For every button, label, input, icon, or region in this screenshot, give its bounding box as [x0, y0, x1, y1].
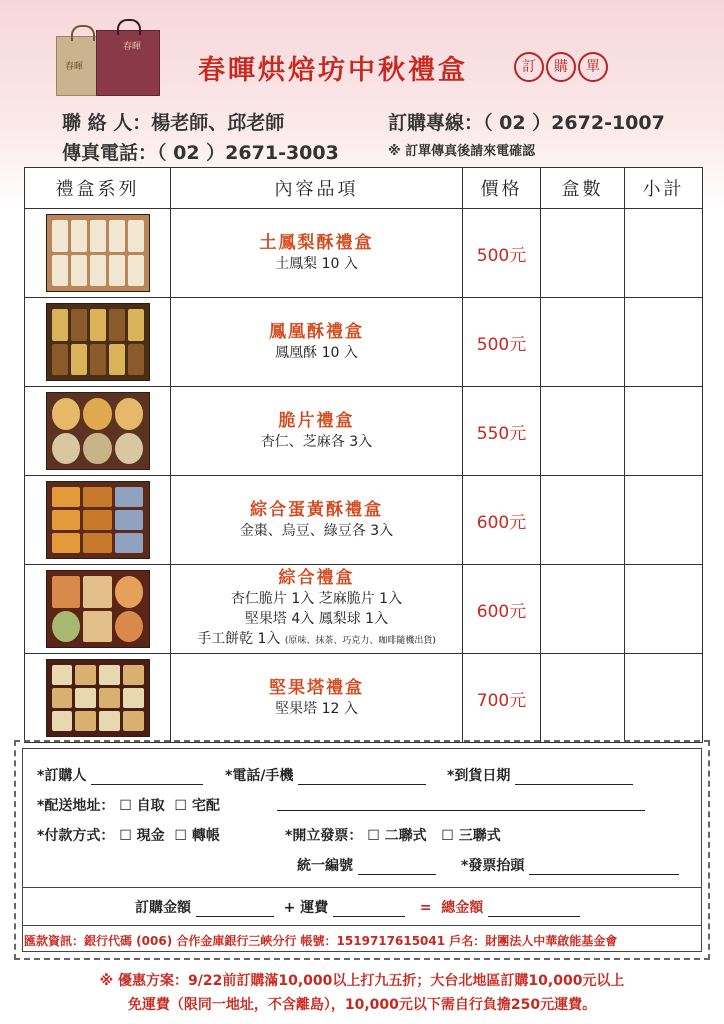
invoice-field: [285, 825, 501, 845]
triplicate-invoice-label: 三聯式: [458, 828, 501, 844]
pickup-label: 自取: [136, 798, 165, 814]
product-desc: 金棗、烏豆、綠豆各 3入: [239, 523, 394, 539]
product-name: 堅果塔禮盒: [269, 678, 364, 698]
total-line: [135, 897, 580, 917]
product-name: 鳳凰酥禮盒: [269, 322, 364, 342]
product-contents-cell: [171, 565, 463, 654]
pickup-checkbox[interactable]: ☐: [119, 798, 132, 814]
table-row: [25, 209, 703, 298]
col-header-series: 禮盒系列: [25, 168, 171, 209]
payment-label: *付款方式：: [37, 828, 115, 844]
address-label: *配送地址：: [37, 798, 115, 814]
product-contents-cell: [171, 476, 463, 565]
table-header-row: [25, 168, 703, 209]
product-price: 550元: [463, 387, 541, 476]
product-name: 土鳳梨酥禮盒: [259, 233, 374, 253]
triplicate-invoice-checkbox[interactable]: ☐: [441, 828, 454, 844]
cash-checkbox[interactable]: ☐: [119, 828, 132, 844]
crisp-box-image: [46, 392, 150, 470]
transfer-checkbox[interactable]: ☐: [174, 828, 187, 844]
subtotal-cell[interactable]: [625, 565, 703, 654]
product-price: 600元: [463, 476, 541, 565]
table-row: [25, 387, 703, 476]
product-contents-cell: [171, 654, 463, 743]
quantity-cell[interactable]: [541, 565, 625, 654]
subtotal-cell[interactable]: [625, 209, 703, 298]
product-desc-note: (原味、抹茶、巧克力、咖啡隨機出貨): [284, 636, 436, 646]
col-header-contents: 內容品項: [171, 168, 463, 209]
subtotal-cell[interactable]: [625, 298, 703, 387]
shipping-label: + 運費: [283, 900, 329, 916]
fax-line: [62, 138, 339, 165]
total-label: 總金額: [441, 900, 484, 916]
fax-value: （ 02 ）2671-3003: [157, 142, 339, 164]
orderer-label: *訂購人: [37, 768, 87, 784]
product-price: 600元: [463, 565, 541, 654]
table-row: [25, 654, 703, 743]
order-form-inner: [22, 748, 702, 952]
subtotal-cell[interactable]: [625, 387, 703, 476]
product-contents-cell: [171, 298, 463, 387]
product-desc: 鳳凰酥 10 入: [275, 345, 358, 361]
form-divider-2: [23, 925, 701, 926]
subtotal-cell[interactable]: [625, 654, 703, 743]
quantity-cell[interactable]: [541, 209, 625, 298]
tax-id-label: 統一編號: [297, 858, 353, 874]
hotline-label: 訂購專線：: [388, 112, 484, 134]
hotline-line: [388, 108, 665, 135]
fax-label: 傳真電話：: [62, 142, 158, 164]
page-title: 春暉烘焙坊中秋禮盒: [198, 55, 468, 86]
bank-info: 匯款資訊：銀行代碼 (006) 合作金庫銀行三峽分行 帳號：1519717615041 戶名：財團法人中華啟能基金會: [24, 934, 618, 948]
quantity-cell[interactable]: [541, 387, 625, 476]
product-image-cell: [25, 654, 171, 743]
tax-id-field[interactable]: [297, 855, 436, 875]
product-image-cell: [25, 298, 171, 387]
total-input[interactable]: [488, 902, 580, 917]
product-contents-cell: [171, 209, 463, 298]
orderer-input[interactable]: [91, 770, 203, 785]
col-header-subtotal: 小計: [625, 168, 703, 209]
shipping-input[interactable]: [333, 902, 405, 917]
product-desc-line-2: 堅果塔 4入 鳳梨球 1入: [244, 611, 389, 627]
col-header-quantity: 盒數: [541, 168, 625, 209]
table-row: [25, 565, 703, 654]
circle-char-3: 單: [578, 52, 608, 82]
cash-label: 現金: [136, 828, 165, 844]
fax-note: ※ 訂單傳真後請來電確認: [388, 144, 536, 159]
pineapple-box-image: [46, 214, 150, 292]
product-image-cell: [25, 387, 171, 476]
duplicate-invoice-checkbox[interactable]: ☐: [367, 828, 380, 844]
product-name: 綜合蛋黃酥禮盒: [250, 500, 383, 520]
equals-sign: =: [419, 900, 432, 916]
delivery-date-field[interactable]: [447, 765, 633, 785]
subtotal-cell[interactable]: [625, 476, 703, 565]
product-desc: 土鳳梨 10 入: [275, 256, 358, 272]
quantity-cell[interactable]: [541, 654, 625, 743]
home-delivery-label: 宅配: [191, 798, 220, 814]
order-amount-label: 訂購金額: [135, 900, 191, 916]
duplicate-invoice-label: 二聯式: [384, 828, 427, 844]
product-image-cell: [25, 476, 171, 565]
order-amount-input[interactable]: [196, 902, 274, 917]
product-image-cell: [25, 565, 171, 654]
mixed-box-image: [46, 570, 150, 648]
promo-line-1: ※ 優惠方案：9/22前訂購滿10,000以上打九五折；大台北地區訂購10,000元以上: [99, 973, 625, 989]
product-table: [24, 167, 703, 743]
bag-logo-2: 春暉: [123, 42, 142, 52]
product-desc-line-3-main: 手工餅乾 1入: [197, 631, 281, 647]
transfer-label: 轉帳: [191, 828, 220, 844]
bag-logo: 春暉: [65, 62, 84, 72]
invoice-title-field[interactable]: [461, 855, 679, 875]
delivery-date-label: *到貨日期: [447, 768, 511, 784]
product-contents-cell: [171, 387, 463, 476]
invoice-title-label: *發票抬頭: [461, 858, 525, 874]
quantity-cell[interactable]: [541, 298, 625, 387]
contact-value: 楊老師、邱老師: [151, 112, 285, 134]
phone-field[interactable]: [225, 765, 426, 785]
product-desc-line-3: [172, 629, 461, 651]
phone-input[interactable]: [298, 770, 426, 785]
tax-id-input[interactable]: [358, 860, 436, 875]
product-name: 綜合禮盒: [278, 568, 355, 588]
contact-label: 聯 絡 人：: [62, 112, 152, 134]
order-form: [14, 740, 710, 960]
product-desc: 堅果塔 12 入: [275, 701, 358, 717]
product-price: 500元: [463, 298, 541, 387]
nut-tart-box-image: [46, 659, 150, 737]
product-desc: 杏仁、芝麻各 3入: [260, 434, 373, 450]
orderer-field[interactable]: [37, 765, 203, 785]
table-row: [25, 476, 703, 565]
invoice-title-input[interactable]: [529, 860, 679, 875]
product-price: 500元: [463, 209, 541, 298]
product-image-cell: [25, 209, 171, 298]
gift-bag-image-2: [96, 30, 160, 96]
home-delivery-checkbox[interactable]: ☐: [174, 798, 187, 814]
payment-field: [37, 825, 220, 845]
table-row: [25, 298, 703, 387]
hotline-value: （ 02 ）2672-1007: [483, 112, 665, 134]
circle-char-1: 訂: [514, 52, 544, 82]
form-divider: [23, 887, 701, 888]
quantity-cell[interactable]: [541, 476, 625, 565]
yolk-box-image: [46, 481, 150, 559]
invoice-label: *開立發票：: [285, 828, 363, 844]
phone-label: *電話/手機: [225, 768, 294, 784]
order-form-badge: [514, 52, 608, 82]
phoenix-box-image: [46, 303, 150, 381]
product-name: 脆片禮盒: [278, 411, 355, 431]
delivery-date-input[interactable]: [515, 770, 633, 785]
circle-char-2: 購: [546, 52, 576, 82]
promo-line-2: 免運費（限同一地址，不含離島），10,000元以下需自行負擔250元運費。: [127, 997, 597, 1013]
address-field: [37, 795, 220, 815]
contact-line: [62, 108, 284, 135]
product-price: 700元: [463, 654, 541, 743]
address-input[interactable]: [277, 796, 645, 811]
address-input-line[interactable]: [277, 795, 645, 811]
col-header-price: 價格: [463, 168, 541, 209]
product-desc-line-1: 杏仁脆片 1入 芝麻脆片 1入: [230, 591, 403, 607]
